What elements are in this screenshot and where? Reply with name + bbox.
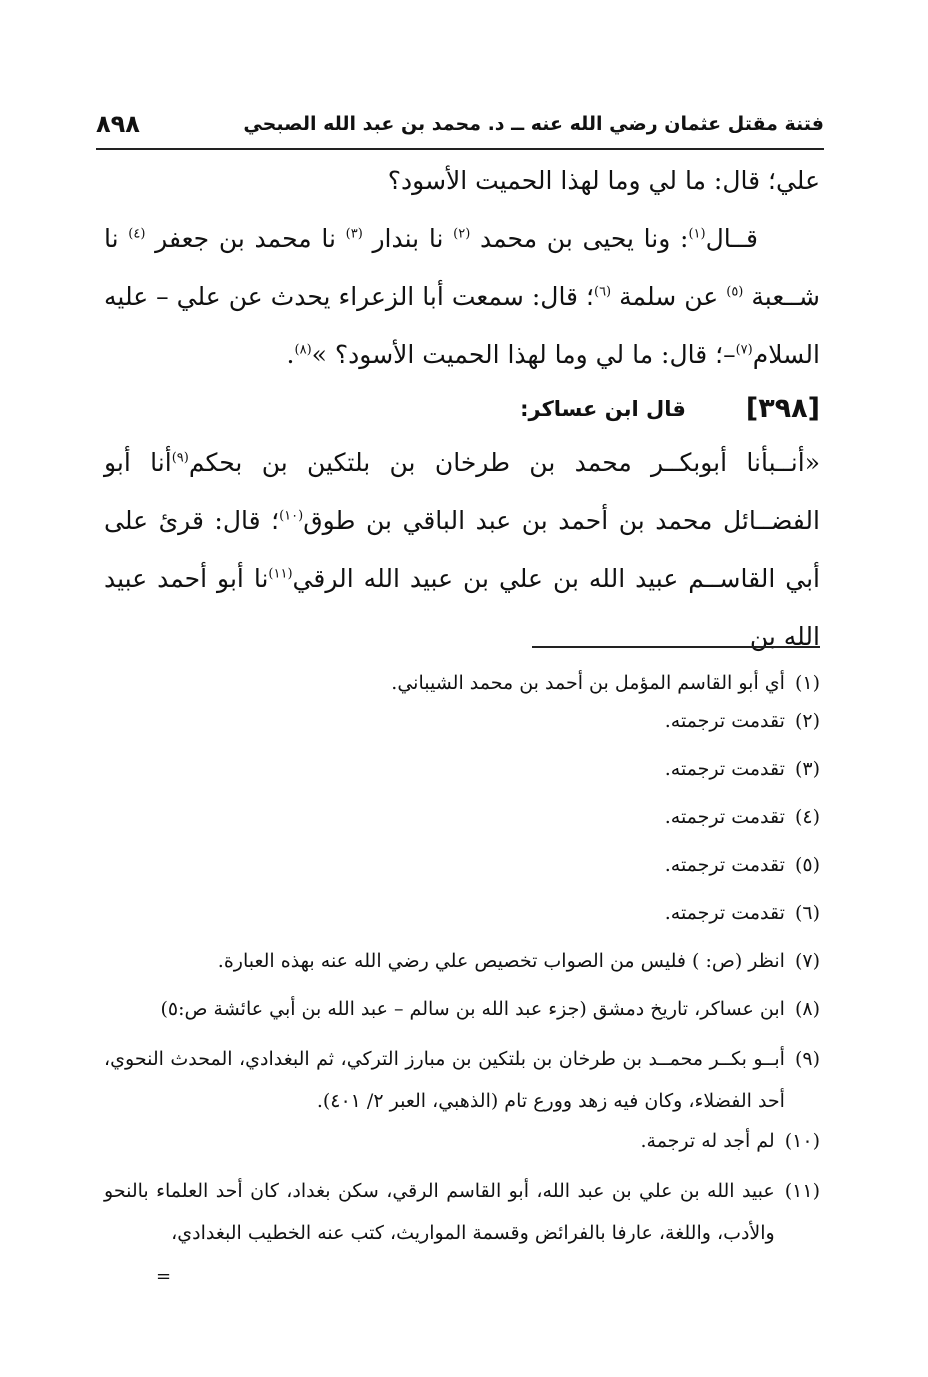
footnote-text: ابن عساكر، تاريخ دمشق (جزء عبد الله بن سالم – عبد الله بن أبي عائشة ص:٥)	[160, 998, 785, 1020]
header-title: فتنة مقتل عثمان رضي الله عنه ــ د. محمد بن عبد الله الصبحي	[243, 113, 824, 135]
footnote-ref: (١١)	[268, 566, 293, 582]
page-number: ٨٩٨	[96, 110, 140, 138]
footnote-number: (١٠)	[784, 1130, 820, 1152]
section-label: قال ابن عساكر:	[520, 397, 686, 421]
footnote-ref: (٦)	[593, 284, 612, 300]
footnote-ref: (١)	[688, 226, 706, 242]
footnote-text: أبــو بكــر محمــد بن طرخان بن بلتكين بن مبارز التركي، ثم البغدادي، المحدث النحوي، أحد الفضلاء، وكان فيه زهد وورع تام (الذهبي، العبر ٢/ ٤٠١).	[104, 1048, 785, 1112]
footnote-number: (١١)	[784, 1180, 820, 1202]
footnote-text: تقدمت ترجمته.	[664, 902, 785, 924]
footnote-text: تقدمت ترجمته.	[664, 758, 785, 780]
footnote-number: (٧)	[794, 950, 820, 972]
footnote-10	[104, 1122, 820, 1170]
footnote-number: (٩)	[794, 1048, 820, 1070]
text-run: عن سلمة	[611, 282, 727, 311]
footnote-ref: (٨)	[294, 342, 312, 358]
text-run: .	[286, 340, 295, 369]
continuation-mark: =	[156, 1266, 172, 1287]
footnote-ref: (٣)	[345, 226, 363, 242]
footnote-7	[104, 942, 820, 990]
footnote-text: انظر (ص: ) فليس من الصواب تخصيص علي رضي الله عنه بهذه العبارة.	[217, 950, 785, 972]
footnote-1	[104, 664, 820, 702]
text-run: : ونا يحيى بن محمد	[470, 224, 689, 253]
text-run: ؛ قال: سمعت أبا الزعراء يحدث عن علي – عليه السلام	[104, 282, 820, 369]
text-run: ؛ قال: قرئ على أبي القاســم عبيد الله بن علي بن عبيد الله الرقي	[104, 506, 820, 593]
footnote-ref: (٥)	[726, 284, 744, 300]
text-run: «أنــبأنا أبوبكــر محمد بن طرخان بن بلتكين بن بحكم	[188, 448, 821, 477]
section-heading	[104, 384, 820, 434]
footnote-number: (٢)	[794, 710, 820, 732]
footnote-text: تقدمت ترجمته.	[664, 710, 785, 732]
footnote-9	[104, 1038, 820, 1122]
footnote-11	[104, 1170, 820, 1254]
footnote-separator	[532, 646, 820, 648]
running-header	[96, 104, 824, 144]
text-line: علي؛ قال: ما لي وما لهذا الحميت الأسود؟	[387, 166, 820, 195]
footnote-text: أي أبو القاسم المؤمل بن أحمد بن محمد الشيباني.	[391, 672, 785, 694]
footnote-number: (٦)	[794, 902, 820, 924]
paragraph-isnad-1	[104, 210, 820, 384]
footnote-4	[104, 798, 820, 846]
footnote-2	[104, 702, 820, 750]
footnote-3	[104, 750, 820, 798]
footnote-text: لم أجد له ترجمة.	[640, 1130, 775, 1152]
text-run: نا محمد بن جعفر	[145, 224, 346, 253]
footnote-number: (٣)	[794, 758, 820, 780]
footnote-number: (٥)	[794, 854, 820, 876]
footnote-number: (٤)	[794, 806, 820, 828]
text-run: أنا أبو الفضــائل محمد بن أحمد بن عبد الباقي بن طوق	[104, 448, 820, 535]
footnote-text: عبيد الله بن علي بن عبد الله، أبو القاسم الرقي، سكن بغداد، كان أحد العلماء بالنحو والأدب، واللغة، عارفا بالفرائض وقسمة المواريث، كتب عنه الخطيب البغدادي،	[104, 1180, 775, 1244]
paragraph-isnad-2	[104, 434, 820, 666]
text-run: نا أبو أحمد عبيد الله بن	[104, 564, 820, 651]
footnote-ref: (٧)	[735, 342, 753, 358]
text-run: –؛ قال: ما لي وما لهذا الحميت الأسود؟ »	[311, 340, 736, 369]
text-run: نا بندار	[362, 224, 454, 253]
footnote-8	[104, 990, 820, 1038]
footnote-number: (١)	[794, 672, 820, 694]
footnote-ref: (٢)	[453, 226, 471, 242]
footnote-text: تقدمت ترجمته.	[664, 854, 785, 876]
footnote-5	[104, 846, 820, 894]
main-text	[104, 152, 820, 666]
footnote-text: تقدمت ترجمته.	[664, 806, 785, 828]
section-number: [٣٩٨]	[745, 393, 820, 424]
footnote-6	[104, 894, 820, 942]
footnotes	[104, 664, 820, 1254]
text-run: قــال	[705, 224, 758, 253]
footnote-ref: (١٠)	[279, 508, 304, 524]
text-run: نا شــعبة	[104, 224, 821, 311]
header-rule	[96, 148, 824, 150]
footnote-ref: (٩)	[171, 450, 189, 466]
footnote-ref: (٤)	[128, 226, 146, 242]
footnote-number: (٨)	[794, 998, 820, 1020]
